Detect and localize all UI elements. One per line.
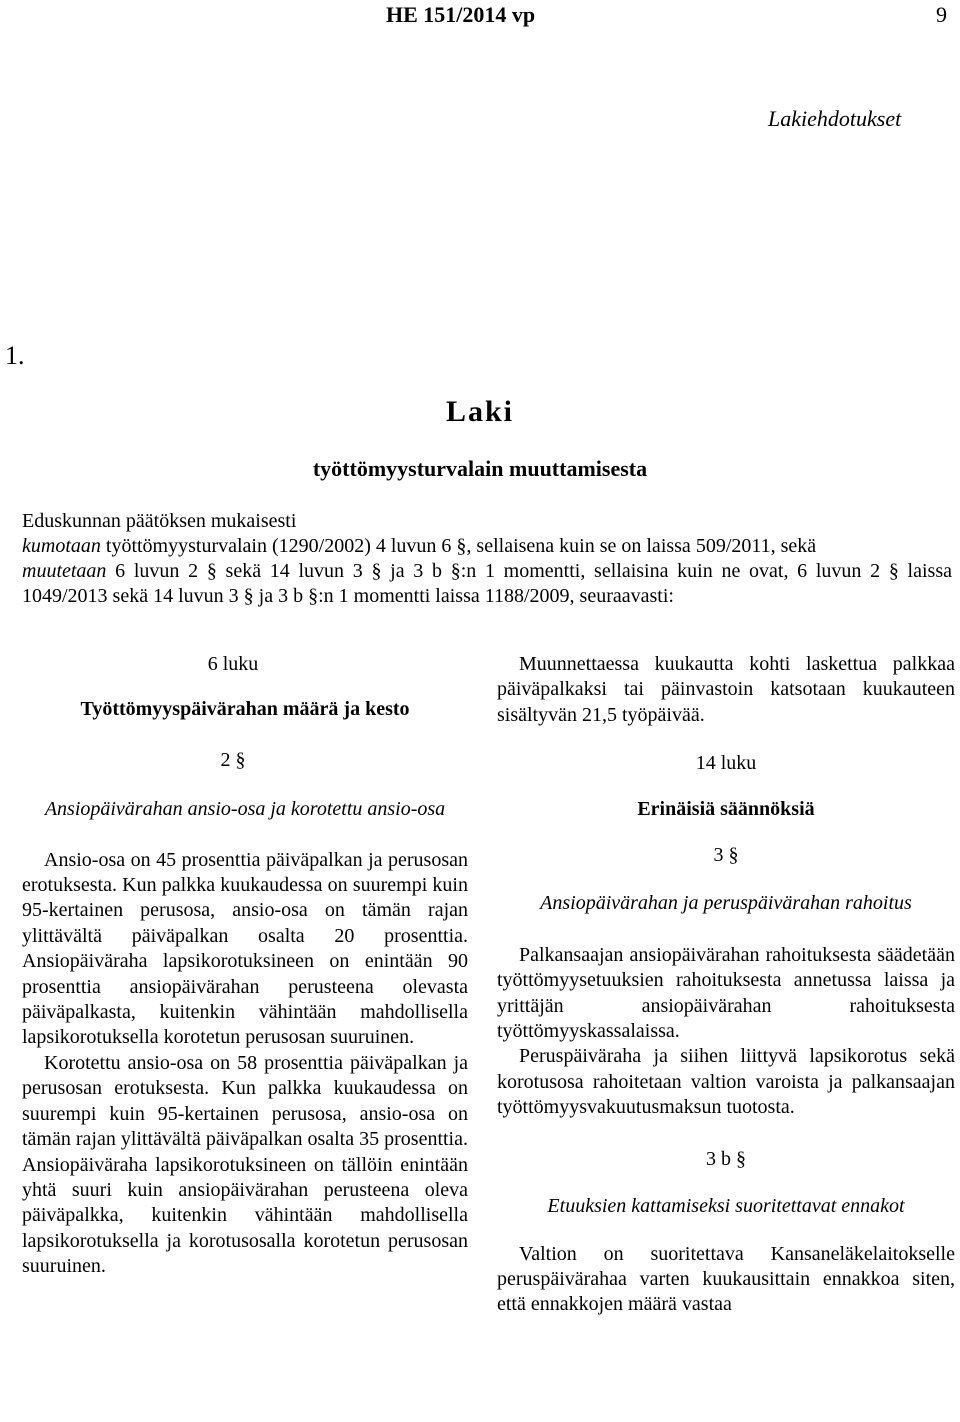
amend-word: muutetaan <box>22 560 107 582</box>
paragraph: Peruspäiväraha ja siihen liittyvä lapsikorotus sekä korotusosa rahoitetaan valtion varoista ja palkansaajan työttömyysvakuutusmaksun tuotosta. <box>497 1045 955 1119</box>
repeal-text: työttömyysturvalain (1290/2002) 4 luvun 6 §, sellaisena kuin se on laissa 509/2011, sekä <box>100 535 817 557</box>
section-title: Etuuksien kattamiseksi suoritettavat ennakot <box>547 1195 905 1218</box>
chapter-title: Erinäisiä säännöksiä <box>637 797 815 820</box>
paragraph: Korotettu ansio-osa on 58 prosenttia päiväpalkan ja perusosan erotuksesta. Kun palkka kuukaudessa on suurempi kuin 95-kertainen perusosa, ansio-osa on tämän rajan ylittävältä päiväpalkan osalta 35 prosenttia. Ansiopäiväraha lapsikorotuksineen on tällöin enintään yhtä suuri kuin ansiopäivärahan perusteena oleva päiväpalkka, kuitenkin vähintään mahdollisella lapsikorotuksella ja korotusosalla korotetun perusosan suuruinen. <box>22 1051 468 1278</box>
preamble-intro: Eduskunnan päätöksen mukaisesti <box>22 510 297 532</box>
law-title: Laki <box>445 395 515 428</box>
preamble-repeal <box>22 534 952 559</box>
paragraph: Valtion on suoritettava Kansaneläkelaitokselle peruspäivärahaa varten kuukausittain ennakkoa siten, että ennakkojen määrä vastaa <box>497 1242 955 1316</box>
section-title: Ansiopäivärahan ansio-osa ja korotettu ansio-osa <box>44 798 446 821</box>
section-number: 3 b § <box>706 1147 746 1170</box>
right-column <box>497 652 955 1318</box>
section-number: 2 § <box>220 748 246 771</box>
paragraph: Muunnettaessa kuukautta kohti laskettua palkkaa päiväpalkaksi tai päinvastoin katsotaan kuukauteen sisältyvän 21,5 työpäivää. <box>497 653 955 726</box>
section-title: Ansiopäivärahan ja peruspäivärahan rahoitus <box>540 892 912 915</box>
preamble <box>22 509 952 609</box>
law-subtitle: työttömyysturvalain muuttamisesta <box>312 456 648 481</box>
document-id: HE 151/2014 vp <box>386 2 536 27</box>
paragraph: Palkansaajan ansiopäivärahan rahoituksesta säädetään työttömyysetuuksien rahoituksesta annetussa laissa ja yrittäjän ansiopäivärahan rahoituksesta työttömyyskassalaissa. <box>497 943 955 1043</box>
amend-text: 6 luvun 2 § sekä 14 luvun 3 § ja 3 b §:n 1 momentti, sellaisina kuin ne ovat, 6 luvun 2 § laissa 1049/2013 sekä 14 luvun 3 § ja 3 b §:n 1 momentti laissa 1188/2009, seuraavasti: <box>22 560 952 607</box>
paragraph: Ansio-osa on 45 prosenttia päiväpalkan ja perusosan erotuksesta. Kun palkka kuukaudessa on suurempi kuin 95-kertainen perusosa, ansio-osa on tämän rajan ylittävältä päiväpalkan osalta 20 prosenttia. Ansiopäiväraha lapsikorotuksineen on enintään 90 prosenttia ansiopäivärahan perusteena olevasta päiväpalkasta, kuitenkin vähintään mahdollisella lapsikorotuksella korotetun perusosan suuruinen. <box>22 848 468 1049</box>
chapter-label: 14 luku <box>695 752 757 775</box>
chapter-label: 6 luku <box>207 653 259 675</box>
proposal-number: 1. <box>5 341 25 370</box>
section-heading: Lakiehdotukset <box>768 106 902 131</box>
left-column <box>22 652 468 1280</box>
chapter-title: Työttömyyspäivärahan määrä ja kesto <box>80 698 410 721</box>
preamble-amend <box>22 559 952 609</box>
page-number: 9 <box>936 2 947 27</box>
section-number: 3 § <box>713 844 739 867</box>
repeal-word: kumotaan <box>22 535 101 557</box>
